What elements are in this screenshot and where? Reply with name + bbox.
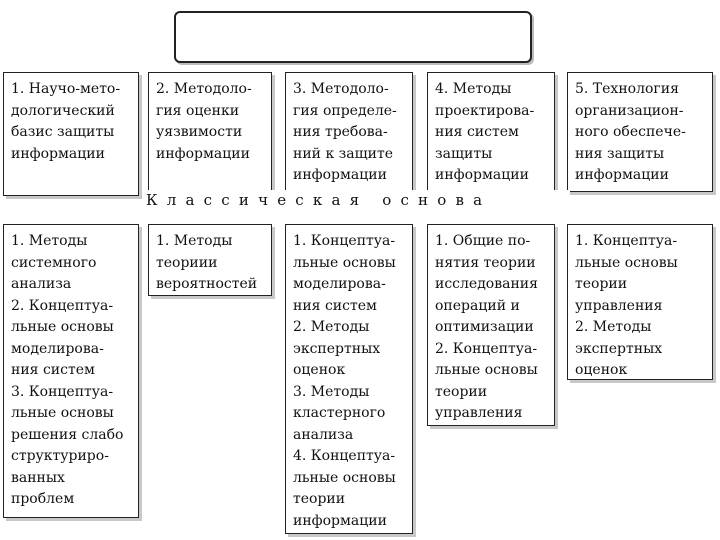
title-box [174,11,532,63]
bottom-box-2: 1. Методы теориии вероятностей [148,224,272,296]
top-box-5: 5. Технология организацион- ного обеспече- ния защиты информации [567,72,713,192]
bottom-box-4: 1. Общие по- нятия теории исследования операций и оптимизации 2. Концептуа- льные основы теории управления [427,224,555,426]
top-box-3: 3. Методоло- гия определе- ния требова- ний к защите информации [285,72,413,192]
top-box-1: 1. Научо-мето- дологический базис защиты информации [3,72,139,196]
bottom-box-5: 1. Концептуа- льные основы теории управления 2. Методы экспертных оценок [567,224,713,380]
top-box-4: 4. Методы проектирова- ния систем защиты информации [427,72,555,192]
top-box-2: 2. Методоло- гия оценки уязвимости информации [148,72,272,192]
classic-basis-label: Классическая основа [146,191,492,209]
bottom-box-1: 1. Методы системного анализа 2. Концептуа- льные основы моделирова- ния систем 3. Концептуа- льные основы решения слабо структуриро- ванных проблем [3,224,139,518]
bottom-box-3: 1. Концептуа- льные основы моделирова- ния систем 2. Методы экспертных оценок 3. Методы кластерного анализа 4. Концептуа- льные основы теории информации [285,224,413,534]
